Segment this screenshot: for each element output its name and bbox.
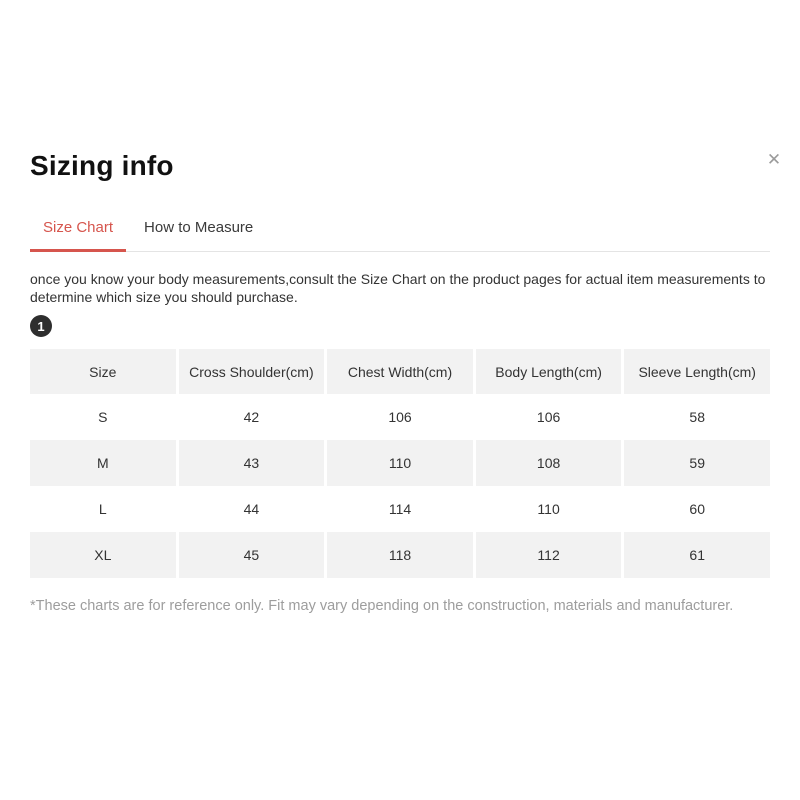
table-cell-value: 42	[179, 394, 325, 440]
reference-footnote: *These charts are for reference only. Fit may vary depending on the construction, materials and manufacturer.	[30, 598, 734, 614]
table-cell-size: S	[30, 394, 176, 440]
column-header-sleeve-length: Sleeve Length(cm)	[624, 349, 770, 394]
column-header-body-length: Body Length(cm)	[476, 349, 622, 394]
table-cell-value: 45	[179, 532, 325, 578]
table-cell-value: 59	[624, 440, 770, 486]
table-cell-value: 60	[624, 486, 770, 532]
column-header-chest-width: Chest Width(cm)	[327, 349, 473, 394]
table-cell-value: 61	[624, 532, 770, 578]
table-cell-value: 108	[476, 440, 622, 486]
step-1-badge: 1	[30, 315, 52, 337]
table-cell-value: 112	[476, 532, 622, 578]
table-cell-value: 110	[476, 486, 622, 532]
table-cell-value: 106	[476, 394, 622, 440]
table-cell-size: M	[30, 440, 176, 486]
tab-size-chart[interactable]: Size Chart	[30, 211, 126, 252]
table-cell-value: 118	[327, 532, 473, 578]
size-chart-table	[30, 349, 770, 578]
table-cell-value: 44	[179, 486, 325, 532]
tab-how-to-measure[interactable]: How to Measure	[144, 219, 254, 236]
table-cell-value: 58	[624, 394, 770, 440]
table-cell-value: 114	[327, 486, 473, 532]
column-header-size: Size	[30, 349, 176, 394]
table-cell-value: 106	[327, 394, 473, 440]
table-cell-size: L	[30, 486, 176, 532]
table-cell-size: XL	[30, 532, 176, 578]
close-icon[interactable]: ✕	[766, 150, 782, 169]
table-cell-value: 110	[327, 440, 473, 486]
tab-bar	[30, 211, 770, 252]
sizing-description: once you know your body measurements,consult the Size Chart on the product pages for actual item measurements to determine which size you should purchase.	[30, 271, 766, 305]
column-header-cross-shoulder: Cross Shoulder(cm)	[179, 349, 325, 394]
page-title: Sizing info	[30, 150, 174, 181]
table-cell-value: 43	[179, 440, 325, 486]
